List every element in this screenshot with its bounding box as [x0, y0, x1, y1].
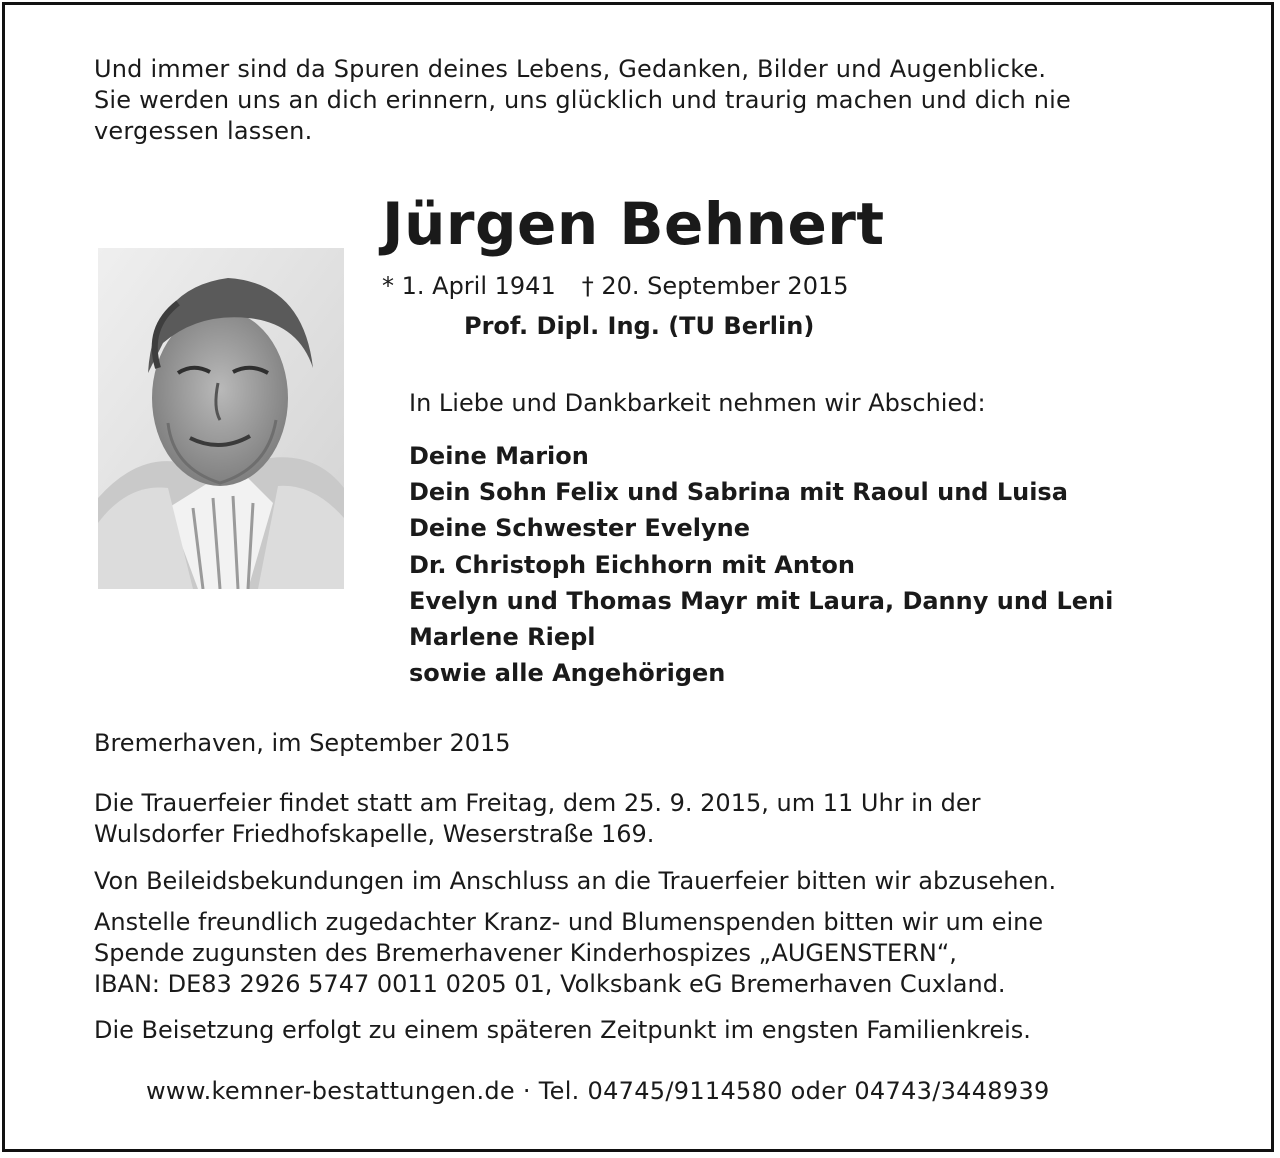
mourner-entry: Dein Sohn Felix und Sabrina mit Raoul und Luisa: [409, 478, 1068, 507]
intro-line-1: Und immer sind da Spuren deines Lebens, Gedanken, Bilder und Augenblicke.: [94, 55, 1047, 83]
deceased-name: Jürgen Behnert: [382, 190, 885, 258]
burial-note: Die Beisetzung erfolgt zu einem späteren Zeitpunkt im engsten Familienkreis.: [94, 1016, 1031, 1044]
donation-line-2: Spende zugunsten des Bremerhavener Kinderhospizes „AUGENSTERN“,: [94, 939, 957, 967]
service-line-1: Die Trauerfeier findet statt am Freitag, dem 25. 9. 2015, um 11 Uhr in der: [94, 789, 981, 817]
donation-line-3: IBAN: DE83 2926 5747 0011 0205 01, Volksbank eG Bremerhaven Cuxland.: [94, 970, 1006, 998]
service-info: [94, 788, 1186, 850]
mourner-entry: Evelyn und Thomas Mayr mit Laura, Danny und Leni: [409, 586, 1114, 615]
donation-line-1: Anstelle freundlich zugedachter Kranz- und Blumenspenden bitten wir um eine: [94, 908, 1044, 936]
life-dates: [382, 271, 849, 302]
portrait-photo: [98, 248, 344, 589]
donation-info: [94, 907, 1186, 1000]
intro-poem: [94, 54, 1186, 147]
mourner-entry: Dr. Christoph Eichhorn mit Anton: [409, 550, 855, 579]
farewell-line: In Liebe und Dankbarkeit nehmen wir Abschied:: [409, 389, 986, 417]
mourner-entry: sowie alle Angehörigen: [409, 659, 726, 688]
birth-date: * 1. April 1941: [382, 272, 556, 300]
mourner-entry: Marlene Riepl: [409, 623, 596, 652]
mourner-entry: Deine Marion: [409, 442, 589, 470]
mourners-list: [409, 438, 1113, 691]
intro-line-2: Sie werden uns an dich erinnern, uns glücklich und traurig machen und dich nie: [94, 86, 1071, 114]
academic-title: Prof. Dipl. Ing. (TU Berlin): [464, 312, 815, 340]
condolences-note: Von Beileidsbekundungen im Anschluss an die Trauerfeier bitten wir abzusehen.: [94, 867, 1057, 895]
place-and-date: Bremerhaven, im September 2015: [94, 729, 511, 757]
service-line-2: Wulsdorfer Friedhofskapelle, Weserstraße 169.: [94, 820, 655, 848]
funeral-home-contact: www.kemner-bestattungen.de · Tel. 04745/9114580 oder 04743/3448939: [146, 1077, 1050, 1105]
mourner-entry: Deine Schwester Evelyne: [409, 514, 750, 543]
death-date: † 20. September 2015: [581, 272, 849, 300]
intro-line-3: vergessen lassen.: [94, 117, 313, 145]
